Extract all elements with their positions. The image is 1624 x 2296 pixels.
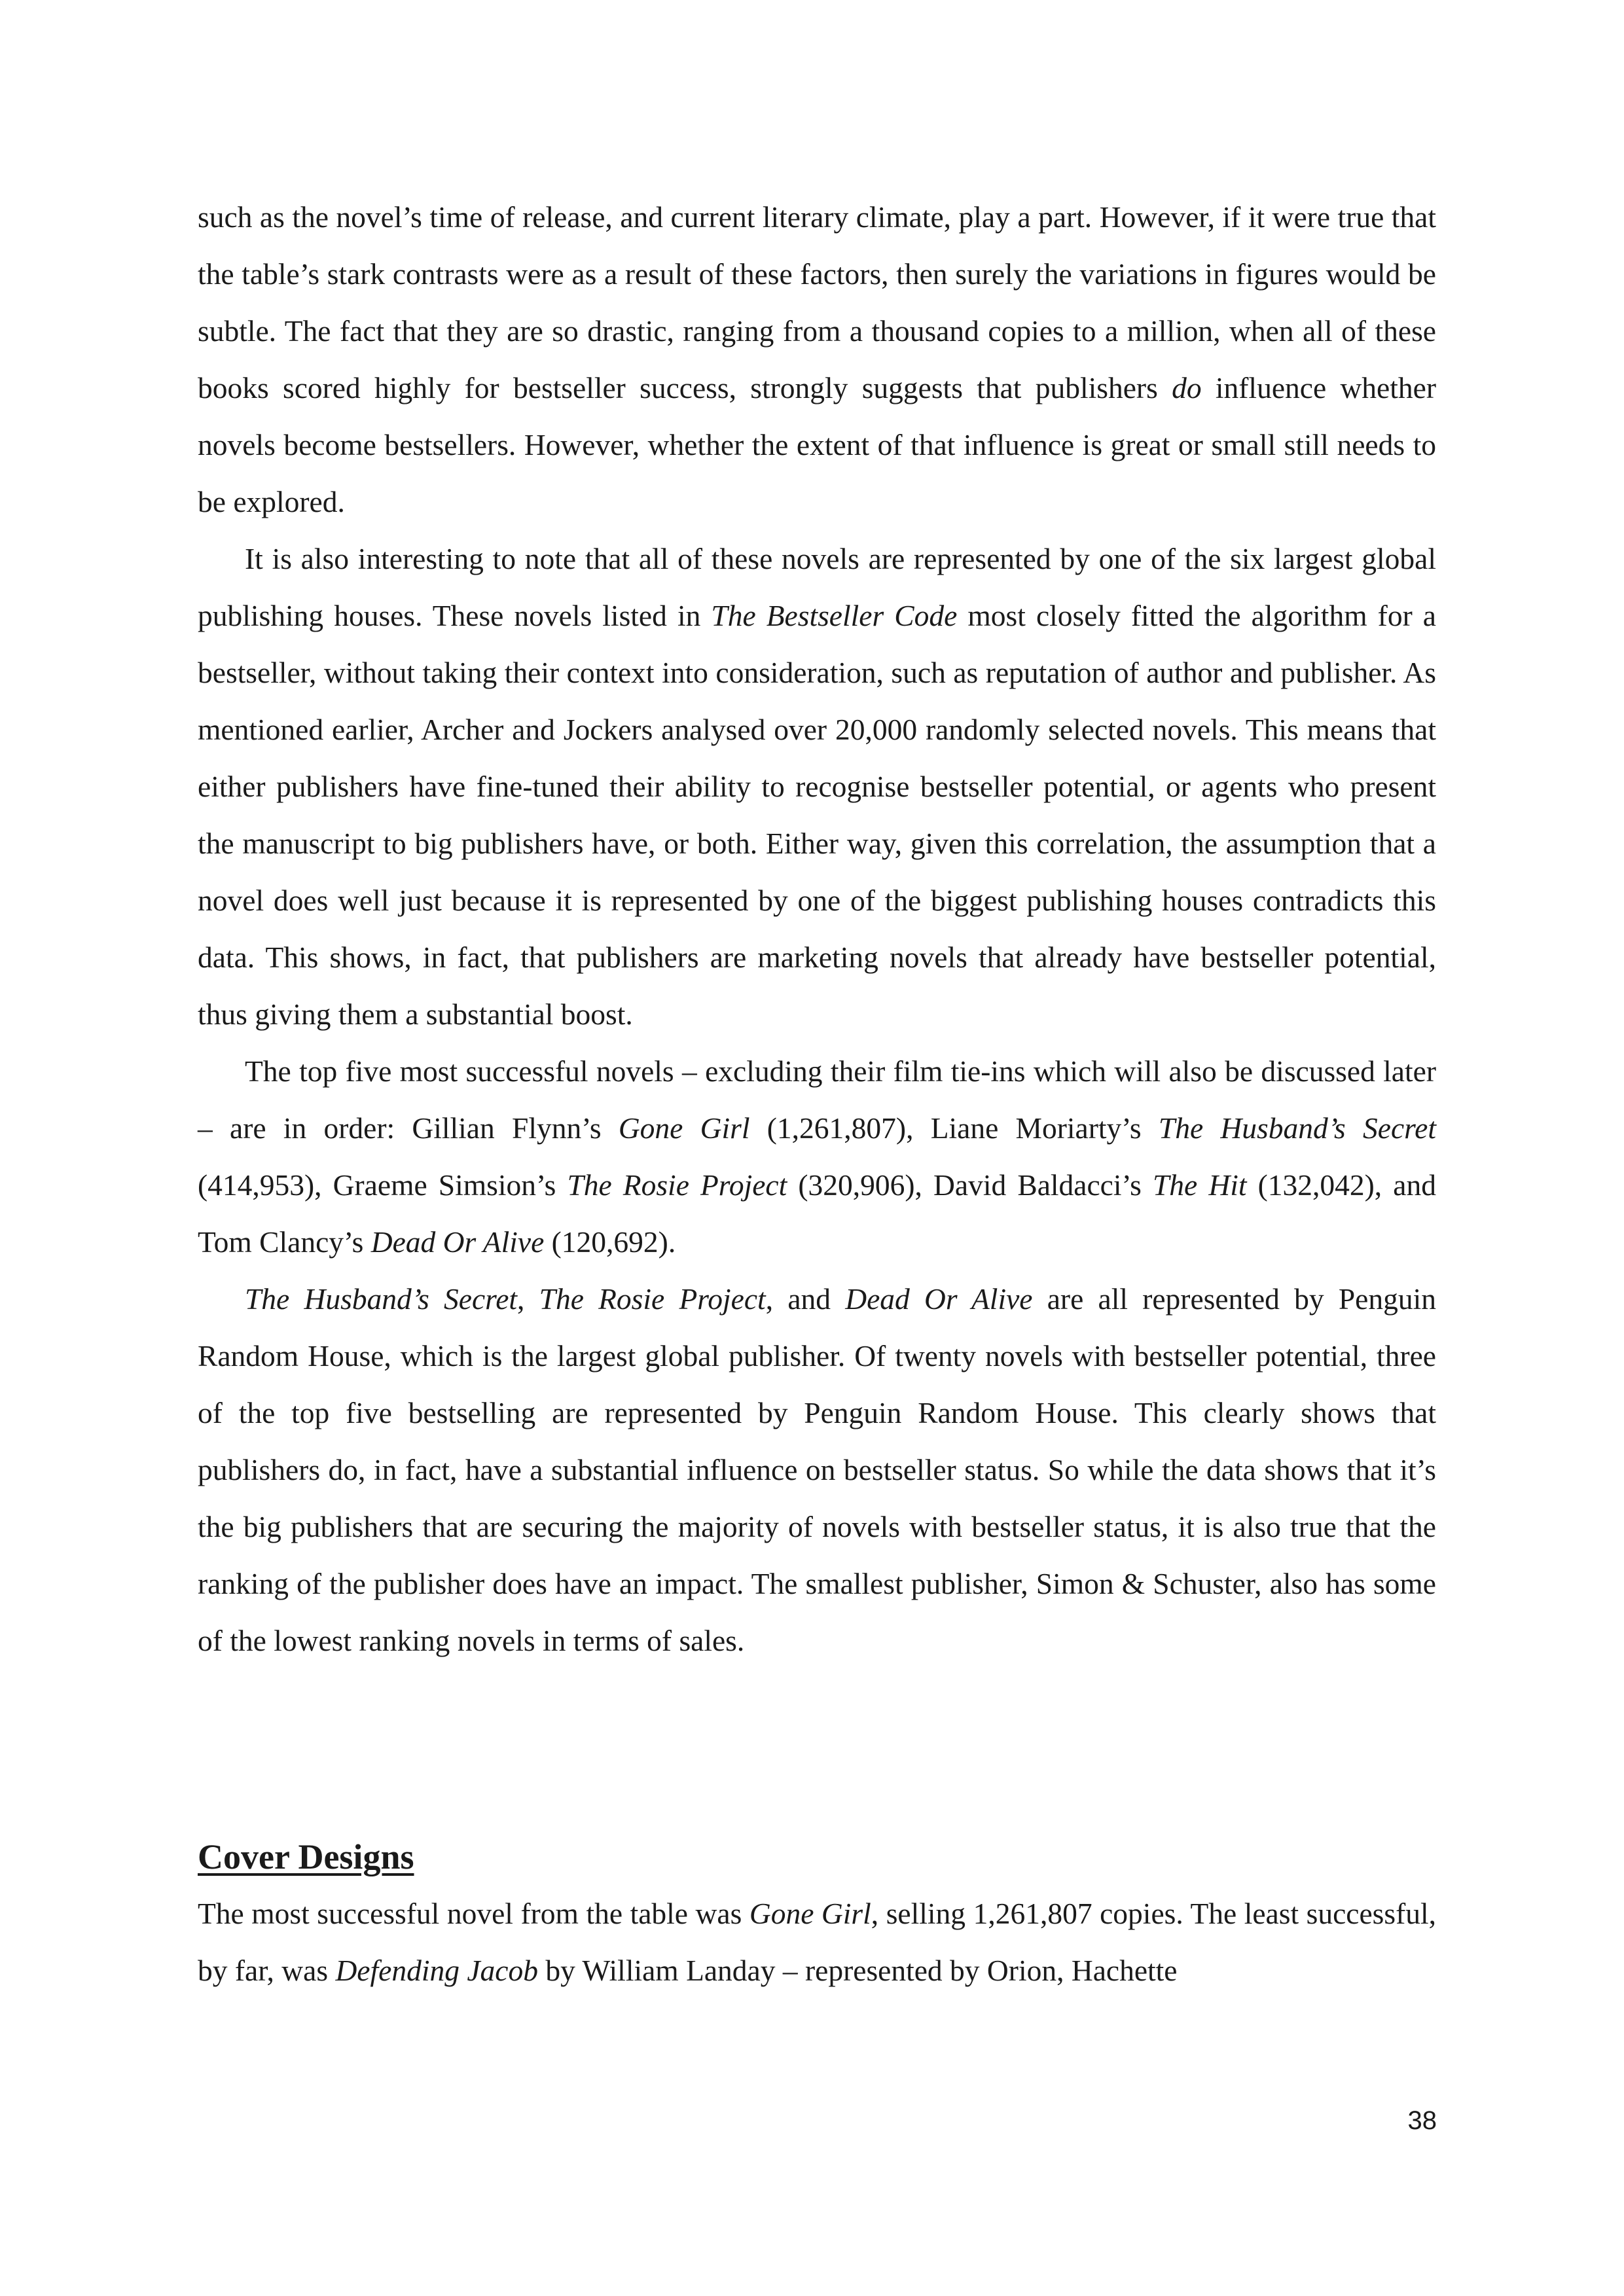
text-run: The top five most successful novels – excluding their film tie-ins which will also be discussed later – are in order: Gillian Flynn’s: [198, 1054, 1436, 1145]
text-run: most closely fitted the algorithm for a bestseller, without taking their context into consideration, such as reputation of author and publisher. As mentioned earlier, Archer and Jockers analysed over 20,000 randomly selected novels. This means that either publishers have fine-tuned their ability to recognise bestseller potential, or agents who present the manuscript to big publishers have, or both. Either way, given this correlation, the assumption that a novel does well just because it is represented by one of the biggest publishing houses contradicts this data. This shows, in fact, that publishers are marketing novels that already have bestseller potential, thus giving them a substantial boost.: [198, 599, 1436, 1031]
section-body-text: [198, 1885, 1436, 1999]
italic-title: Gone Girl: [618, 1111, 750, 1145]
text-run: (120,692).: [544, 1225, 676, 1259]
section-heading-cover-designs: Cover Designs: [198, 1837, 414, 1876]
italic-title: The Rosie Project: [539, 1282, 766, 1316]
text-run: It is also interesting to note that all of these novels are represented by one of the six largest global publishing houses. These novels listed in: [198, 542, 1436, 632]
text-run: , selling 1,261,807 copies. The least successful, by far, was: [198, 1897, 1437, 1987]
body-text: [198, 188, 1436, 1669]
text-run: (1,261,807), Liane Moriarty’s: [749, 1111, 1159, 1145]
text-run: The most successful novel from the table was: [198, 1897, 749, 1930]
italic-title: Defending Jacob: [335, 1954, 538, 1987]
italic-title: Dead Or Alive: [370, 1225, 545, 1259]
italic-title: The Husband’s Secret: [1158, 1111, 1436, 1145]
italic-title: do: [1172, 371, 1202, 404]
text-run: ,: [517, 1282, 539, 1316]
text-run: influence whether novels become bestsellers. However, whether the extent of that influence is great or small still needs to be explored.: [198, 371, 1436, 518]
italic-title: The Husband’s Secret: [245, 1282, 518, 1316]
italic-title: Gone Girl: [749, 1897, 871, 1930]
paragraph: [198, 1043, 1436, 1270]
paragraph: [198, 1885, 1436, 1999]
italic-title: The Rosie Project: [567, 1168, 787, 1202]
text-run: (320,906), David Baldacci’s: [787, 1168, 1153, 1202]
text-run: by William Landay – represented by Orion, Hachette: [537, 1954, 1178, 1987]
italic-title: Dead Or Alive: [845, 1282, 1033, 1316]
text-run: are all represented by Penguin Random House, which is the largest global publisher. Of twenty novels with bestseller potential, three of the top five bestselling are represented by Penguin Random House. This clearly shows that publishers do, in fact, have a substantial influence on bestseller status. So while the data shows that it’s the big publishers that are securing the majority of novels with bestseller status, it is also true that the ranking of the publisher does have an impact. The smallest publisher, Simon & Schuster, also has some of the lowest ranking novels in terms of sales.: [198, 1282, 1437, 1657]
page-number: 38: [1407, 2106, 1437, 2135]
text-run: (414,953), Graeme Simsion’s: [198, 1168, 568, 1202]
italic-title: The Hit: [1152, 1168, 1247, 1202]
italic-title: The Bestseller Code: [711, 599, 958, 632]
text-run: , and: [765, 1282, 846, 1316]
text-run: such as the novel’s time of release, and current literary climate, play a part. However, if it were true that the table’s stark contrasts were as a result of these factors, then surely the variations in figures would be subtle. The fact that they are so drastic, ranging from a thousand copies to a million, when all of these books scored highly for bestseller success, strongly suggests that publishers: [198, 200, 1436, 404]
paragraph: [198, 530, 1436, 1043]
paragraph: [198, 1270, 1436, 1669]
paragraph: [198, 188, 1436, 530]
text-run: (132,042), and Tom Clancy’s: [198, 1168, 1436, 1259]
